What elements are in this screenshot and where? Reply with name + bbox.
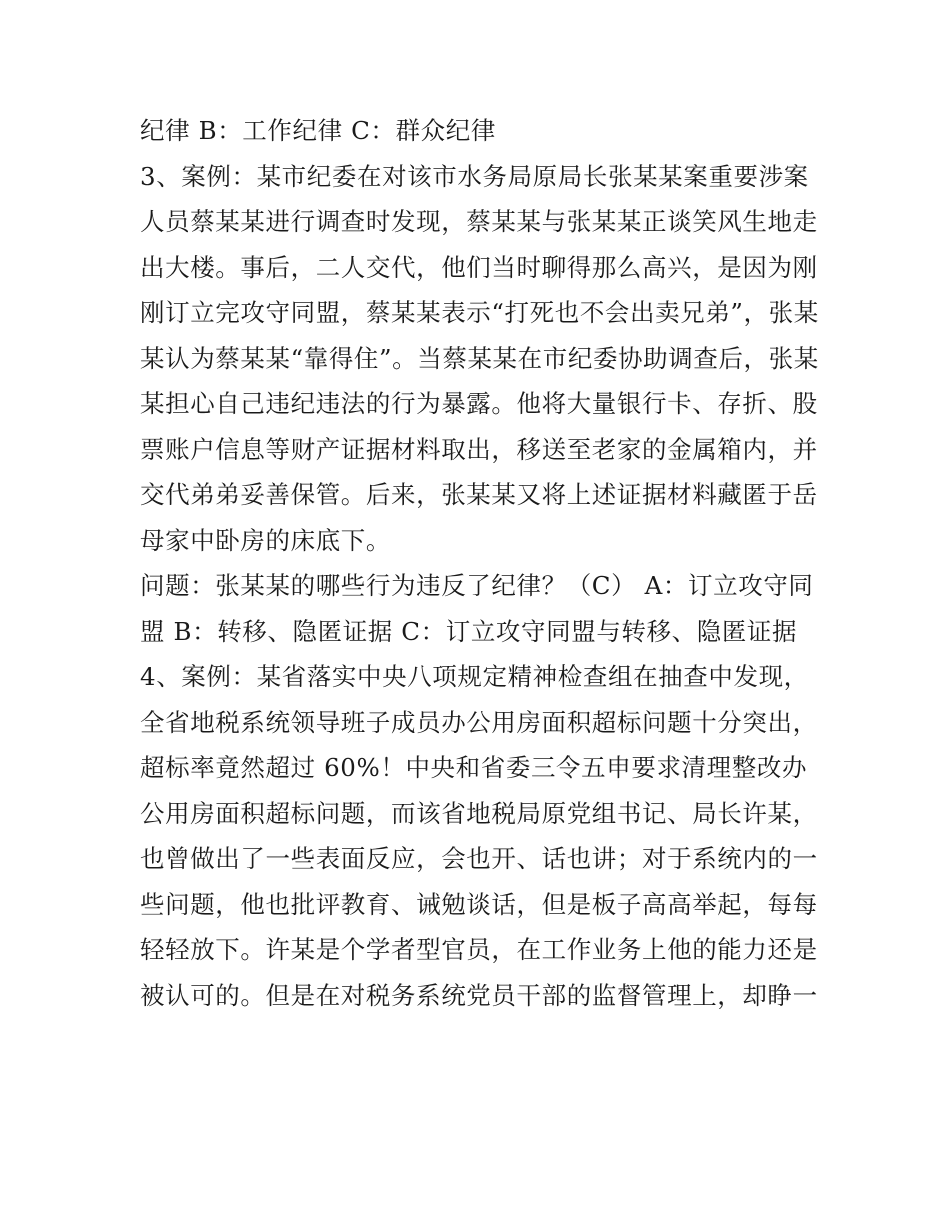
- text-line: 被认可的。但是在对税务系统党员干部的监督管理上，却睁一: [140, 980, 818, 1010]
- text-line: 母家中卧房的床底下。: [140, 525, 391, 555]
- text-line: 某担心自己违纪违法的行为暴露。他将大量银行卡、存折、股: [140, 389, 818, 418]
- document-body: [140, 108, 820, 1018]
- text-line: 出大楼。事后，二人交代，他们当时聊得那么高兴，是因为刚: [140, 252, 818, 282]
- text-line: 某认为蔡某某“靠得住”。当蔡某某在市纪委协助调查后，张某: [140, 343, 819, 373]
- text-line: 3、案例：某市纪委在对该市水务局原局长张某某案重要涉案: [140, 161, 809, 191]
- text-line: 票账户信息等财产证据材料取出，移送至老家的金属箱内，并: [140, 434, 818, 464]
- text-line: 纪律 B：工作纪律 C：群众纪律: [140, 116, 496, 145]
- text-line: 全省地税系统领导班子成员办公用房面积超标问题十分突出，: [140, 707, 818, 737]
- text-line: 些问题，他也批评教育、诫勉谈话，但是板子高高举起，每每: [140, 889, 818, 919]
- text-line: 刚订立完攻守同盟，蔡某某表示“打死也不会出卖兄弟”，张某: [140, 298, 819, 327]
- text-line: 轻轻放下。许某是个学者型官员，在工作业务上他的能力还是: [140, 935, 818, 964]
- text-line: 超标率竟然超过 60%！中央和省委三令五申要求清理整改办: [140, 753, 808, 782]
- text-line: 交代弟弟妥善保管。后来，张某某又将上述证据材料藏匿于岳: [140, 480, 818, 509]
- text-line: 问题：张某某的哪些行为违反了纪律？（C） A：订立攻守同: [140, 571, 814, 600]
- text-line: 盟 B：转移、隐匿证据 C：订立攻守同盟与转移、隐匿证据: [140, 616, 798, 646]
- text-line: 公用房面积超标问题，而该省地税局原党组书记、局长许某，: [140, 798, 818, 828]
- text-line: 也曾做出了一些表面反应，会也开、话也讲；对于系统内的一: [140, 844, 818, 873]
- text-line: 人员蔡某某进行调查时发现，蔡某某与张某某正谈笑风生地走: [140, 207, 818, 236]
- text-line: 4、案例：某省落实中央八项规定精神检查组在抽查中发现，: [140, 662, 809, 691]
